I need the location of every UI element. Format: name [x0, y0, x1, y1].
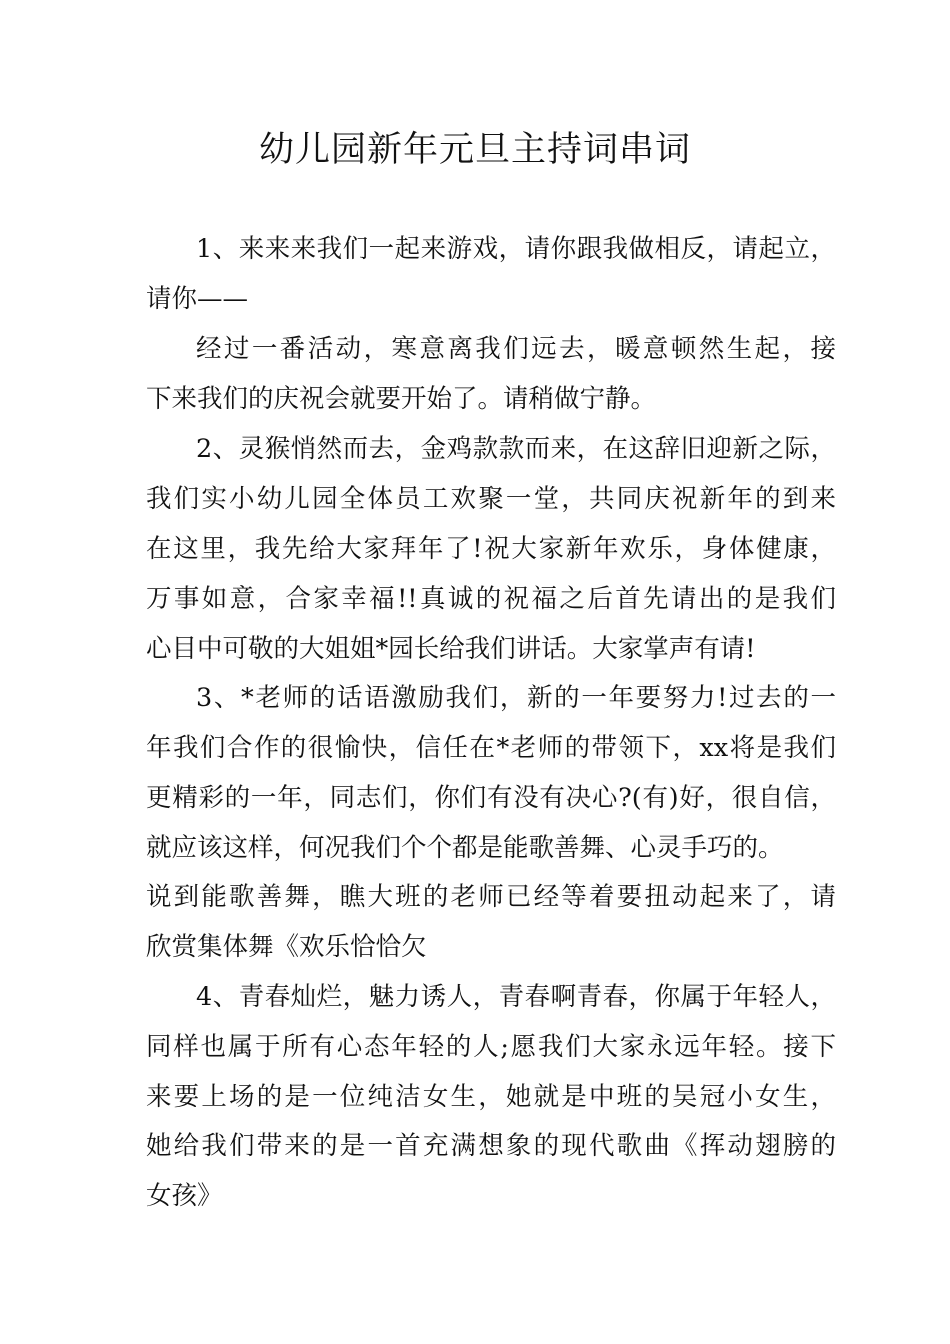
- text-line: 我们实小幼儿园全体员工欢聚一堂，共同庆祝新年的到来: [146, 484, 836, 514]
- text-line: 1、来来来我们一起来游戏，请你跟我做相反，请起立，: [196, 234, 836, 264]
- text-line: 万事如意，合家幸福!!真诚的祝福之后首先请出的是我们: [146, 584, 836, 614]
- text-line: 在这里，我先给大家拜年了!祝大家新年欢乐，身体健康，: [146, 534, 836, 564]
- text-line: 说到能歌善舞，瞧大班的老师已经等着要扭动起来了，请: [146, 882, 836, 912]
- text-line: 女孩》: [146, 1181, 223, 1211]
- text-line: 4、青春灿烂，魅力诱人，青春啊青春，你属于年轻人，: [196, 982, 836, 1012]
- text-line: 3、*老师的话语激励我们，新的一年要努力!过去的一: [196, 683, 836, 713]
- text-line: 来要上场的是一位纯洁女生，她就是中班的吴冠小女生，: [146, 1082, 836, 1112]
- text-line: 经过一番活动，寒意离我们远去，暖意顿然生起，接: [196, 334, 836, 364]
- document-title: 幼儿园新年元旦主持词串词: [258, 130, 691, 170]
- text-line: 同样也属于所有心态年轻的人;愿我们大家永远年轻。接下: [146, 1032, 836, 1062]
- text-line: 欣赏集体舞《欢乐恰恰欠: [146, 932, 427, 962]
- text-line: 年我们合作的很愉快，信任在*老师的带领下，xx将是我们: [146, 733, 836, 763]
- text-line: 心目中可敬的大姐姐*园长给我们讲话。大家掌声有请!: [146, 634, 756, 664]
- text-line: 她给我们带来的是一首充满想象的现代歌曲《挥动翅膀的: [146, 1131, 836, 1161]
- text-line: 2、灵猴悄然而去，金鸡款款而来，在这辞旧迎新之际，: [196, 434, 836, 464]
- text-line: 请你——: [146, 284, 249, 314]
- text-line: 更精彩的一年，同志们，你们有没有决心?(有)好，很自信，: [146, 783, 836, 813]
- text-line: 就应该这样，何况我们个个都是能歌善舞、心灵手巧的。: [146, 833, 784, 863]
- text-line: 下来我们的庆祝会就要开始了。请稍做宁静。: [146, 384, 657, 414]
